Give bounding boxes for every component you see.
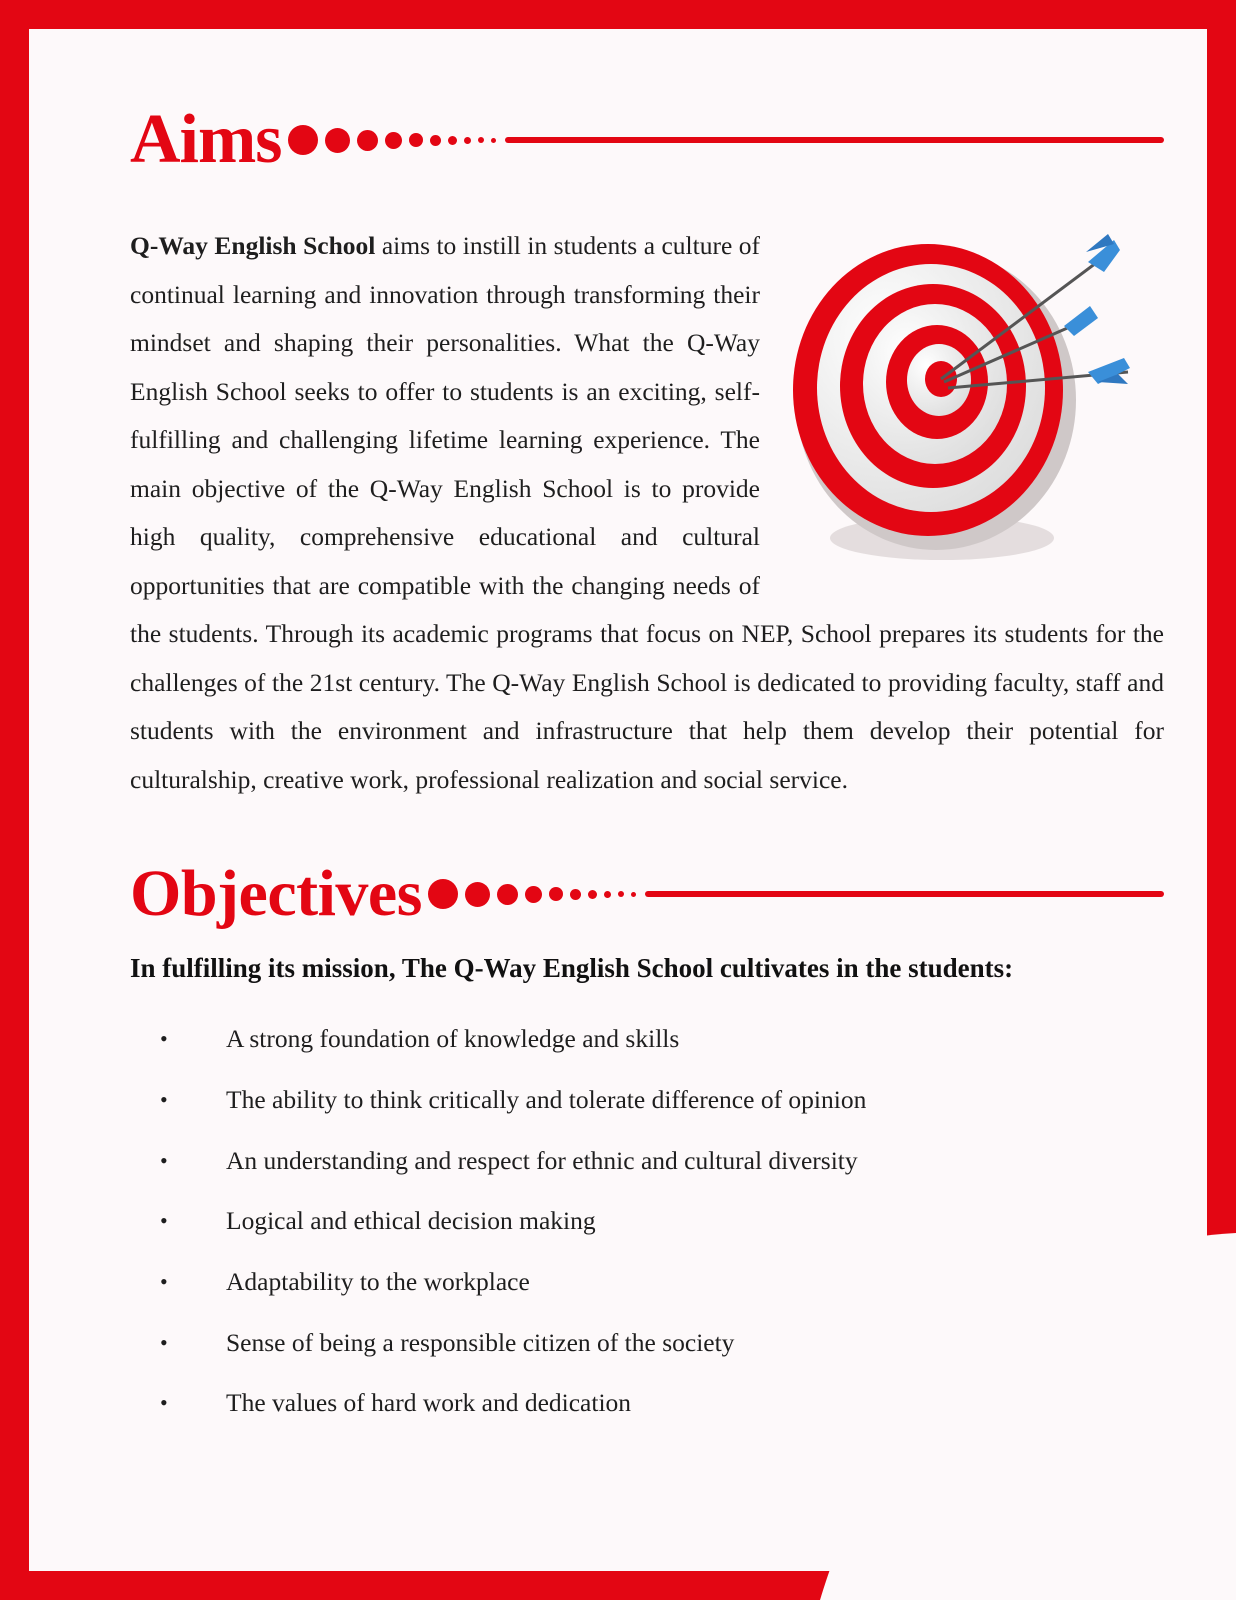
list-item-text: The values of hard work and dedication <box>226 1388 632 1418</box>
bullet-icon: • <box>160 1208 168 1234</box>
list-item-text: Logical and ethical decision making <box>226 1206 596 1236</box>
objectives-heading <box>130 854 1164 934</box>
list-item <box>130 1191 1164 1252</box>
page-sheet <box>29 29 1207 1571</box>
list-item <box>130 1373 1164 1434</box>
list-item-text: Adaptability to the workplace <box>226 1267 530 1297</box>
list-item-text: A strong foundation of knowledge and skills <box>226 1024 680 1054</box>
list-item-text: Sense of being a responsible citizen of the society <box>226 1327 735 1357</box>
list-item <box>130 1252 1164 1313</box>
aims-paragraph <box>130 222 1164 804</box>
bullet-icon: • <box>160 1269 168 1295</box>
bullet-icon: • <box>160 1329 168 1355</box>
list-item <box>130 1009 1164 1070</box>
objectives-intro: In fulfilling its mission, The Q-Way English School cultivates in the students: <box>130 953 1014 983</box>
aims-heading-text: Aims <box>130 101 282 178</box>
list-item <box>130 1312 1164 1373</box>
aims-body-text: aims to instill in students a culture of continual learning and innovation through transforming their mindset and shaping their personalities. What the Q-Way English School seeks to offer to students is an exciting, self-fulfilling and challenging lifetime learning experience. The main objective of the Q-Way English School is to provide high quality, comprehensive educational and cultural opportunities that are compatible with the changing needs of the students. Through its academic programs that focus on NEP, School prepares its students for the challenges of the 21st century. The Q-Way English School is dedicated to providing faculty, staff and students with the environment and infrastructure that help them develop their potential for culturalship, creative work, professional realization and social service. <box>130 231 1164 794</box>
list-item <box>130 1130 1164 1191</box>
heading-dots <box>428 879 643 909</box>
heading-rule <box>505 137 1164 143</box>
list-item-text: The ability to think critically and tolerate difference of opinion <box>226 1085 867 1115</box>
list-item-text: An understanding and respect for ethnic and cultural diversity <box>226 1145 858 1175</box>
heading-rule <box>645 891 1164 897</box>
list-item <box>130 1070 1164 1131</box>
heading-dots <box>288 125 503 155</box>
bullet-icon: • <box>160 1147 168 1173</box>
bullet-icon: • <box>160 1390 168 1416</box>
objectives-heading-text: Objectives <box>130 857 422 930</box>
bullet-icon: • <box>160 1026 168 1052</box>
school-name: Q-Way English School <box>130 231 376 260</box>
aims-heading <box>130 100 1164 180</box>
objectives-list <box>130 1009 1164 1434</box>
bullet-icon: • <box>160 1087 168 1113</box>
target-arrows-icon <box>768 222 1164 607</box>
